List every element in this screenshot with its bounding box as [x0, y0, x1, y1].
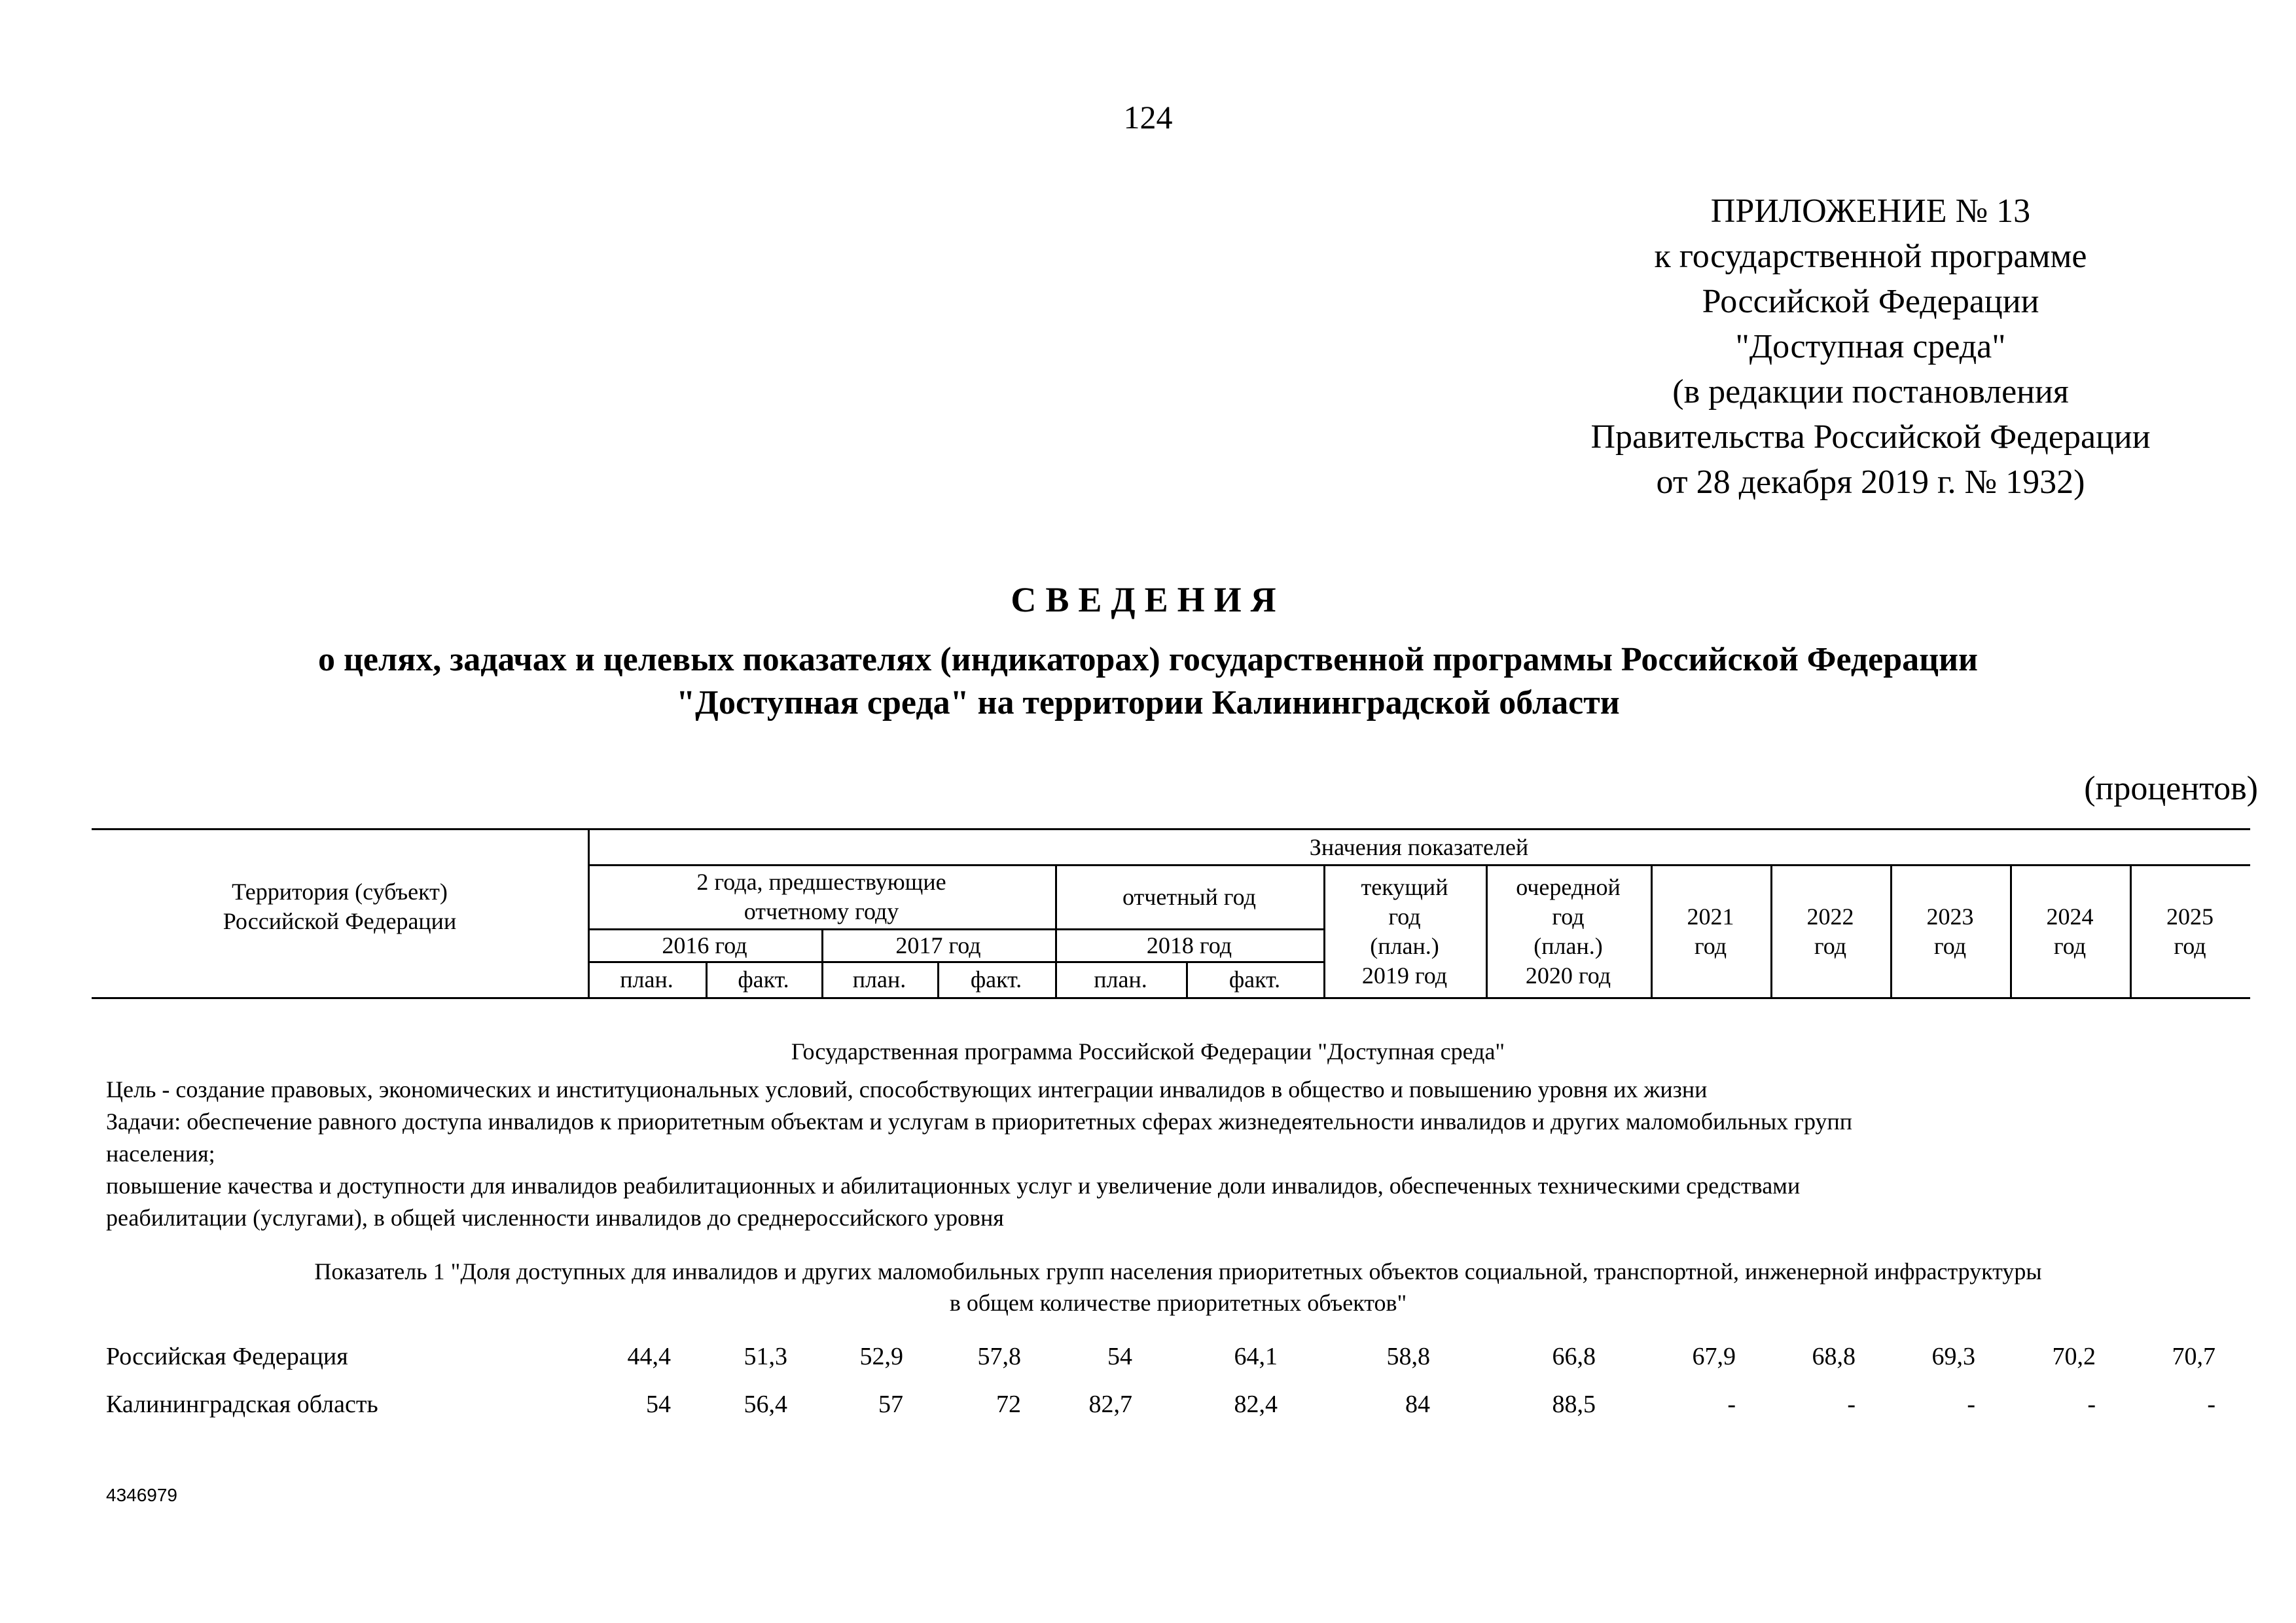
indicator-line: Показатель 1 "Доля доступных для инвалидов и других маломобильных групп населения приоритетных объектов социальной, транспортной, инженерной инфраструктуры	[314, 1258, 2042, 1285]
goal-line: повышение качества и доступности для инвалидов реабилитационных и абилитационных услуг и увеличение доли инвалидов, обеспеченных техническими средствами	[106, 1173, 1801, 1199]
value-cell: 57	[878, 1391, 903, 1418]
value-cell: -	[1727, 1391, 1736, 1418]
next-year-header	[1486, 866, 1651, 997]
value-cell: 72	[996, 1391, 1021, 1418]
next-year-line: (план.)	[1534, 932, 1603, 959]
year-2017-header: 2017 год	[895, 932, 981, 958]
goal-line: Задачи: обеспечение равного доступа инвалидов к приоритетным объектам и услугам в приоритетных сферах жизнедеятельности инвалидов и других маломобильных групп	[106, 1108, 1853, 1135]
value-cell: 67,9	[1692, 1343, 1736, 1370]
territory-header-line: Территория (субъект)	[232, 879, 448, 905]
next-year-line: год	[1552, 903, 1585, 930]
year-2024-header	[2010, 866, 2130, 997]
current-year-line: год	[1388, 903, 1421, 930]
indicator-title	[157, 1256, 2199, 1319]
current-year-header	[1323, 866, 1486, 997]
appendix-block	[1511, 189, 2231, 505]
year-label: год	[1814, 932, 1847, 959]
next-year-line: очередной	[1516, 873, 1621, 900]
region-name: Калининградская область	[106, 1391, 378, 1418]
two-years-header	[588, 866, 1055, 928]
goals-block	[106, 1074, 2240, 1234]
document-title: СВЕДЕНИЯ	[1011, 580, 1285, 619]
table-bottom-rule	[92, 997, 2250, 999]
year-2018-header: 2018 год	[1146, 932, 1232, 958]
value-cell: 66,8	[1552, 1343, 1596, 1370]
year-label: год	[1694, 932, 1727, 959]
current-year-line: (план.)	[1370, 932, 1439, 959]
goal-line: Цель - создание правовых, экономических и институциональных условий, способствующих интеграции инвалидов в общество и повышению уровня их жизни	[106, 1076, 1708, 1103]
appendix-line: к государственной программе	[1654, 238, 2087, 275]
value-cell: 68,8	[1812, 1343, 1856, 1370]
document-id: 4346979	[106, 1485, 178, 1505]
indicator-line: в общем количестве приоритетных объектов"	[949, 1290, 1407, 1316]
current-year-line: текущий	[1361, 873, 1448, 900]
appendix-line: от 28 декабря 2019 г. № 1932)	[1656, 464, 2085, 501]
value-cell: -	[2207, 1391, 2215, 1418]
year-number: 2022	[1806, 903, 1854, 930]
value-cell: 64,1	[1234, 1343, 1278, 1370]
value-cell: 57,8	[977, 1343, 1021, 1370]
year-number: 2024	[2046, 903, 2094, 930]
value-cell: 58,8	[1386, 1343, 1430, 1370]
table-row	[0, 1342, 2296, 1379]
value-cell: 69,3	[1931, 1343, 1975, 1370]
year-2021-header	[1651, 866, 1770, 997]
territory-header	[92, 864, 588, 949]
two-years-line: 2 года, предшествующие	[696, 869, 946, 895]
year-label: год	[2053, 932, 2087, 959]
year-label: год	[1933, 932, 1967, 959]
appendix-line: (в редакции постановления	[1672, 373, 2069, 410]
values-header: Значения показателей	[1309, 833, 1529, 860]
appendix-line: Правительства Российской Федерации	[1590, 418, 2151, 456]
value-cell: 70,2	[2052, 1343, 2096, 1370]
year-2016-header: 2016 год	[662, 932, 747, 958]
program-title: Государственная программа Российской Федерации "Доступная среда"	[791, 1038, 1505, 1065]
current-year-line: 2019 год	[1361, 962, 1448, 989]
value-cell: 56,4	[744, 1391, 787, 1418]
territory-header-line: Российской Федерации	[223, 908, 457, 934]
goal-line: реабилитации (услугами), в общей численности инвалидов до среднероссийского уровня	[106, 1205, 1004, 1231]
subtitle-line: "Доступная среда" на территории Калининградской области	[676, 684, 1620, 721]
table-row	[0, 1390, 2296, 1427]
report-year-header: отчетный год	[1122, 883, 1256, 910]
year-number: 2021	[1687, 903, 1734, 930]
year-number: 2023	[1926, 903, 1974, 930]
next-year-line: 2020 год	[1525, 962, 1611, 989]
appendix-line: "Доступная среда"	[1735, 328, 2006, 365]
value-cell: -	[2087, 1391, 2096, 1418]
year-2022-header	[1770, 866, 1890, 997]
appendix-line: Российской Федерации	[1702, 283, 2039, 320]
fact-header: факт.	[970, 966, 1022, 993]
subtitle-line: о целях, задачах и целевых показателях (индикаторах) государственной программы Российской Федерации	[317, 641, 1979, 678]
appendix-line: ПРИЛОЖЕНИЕ № 13	[1710, 192, 2031, 230]
value-cell: 82,4	[1234, 1391, 1278, 1418]
value-cell: 88,5	[1552, 1391, 1596, 1418]
region-name: Российская Федерация	[106, 1343, 348, 1370]
value-cell: 84	[1405, 1391, 1430, 1418]
value-cell: -	[1967, 1391, 1975, 1418]
page-number: 124	[1123, 99, 1173, 136]
goal-line: населения;	[106, 1140, 215, 1167]
document-subtitle	[0, 638, 2296, 725]
year-2025-header	[2130, 866, 2250, 997]
plan-header: план.	[1094, 966, 1147, 993]
value-cell: 82,7	[1088, 1391, 1132, 1418]
year-2023-header	[1890, 866, 2010, 997]
value-cell: 70,7	[2172, 1343, 2215, 1370]
value-cell: 54	[1107, 1343, 1132, 1370]
value-cell: 52,9	[859, 1343, 903, 1370]
fact-header: факт.	[738, 966, 789, 993]
value-cell: 51,3	[744, 1343, 787, 1370]
value-cell: 44,4	[627, 1343, 671, 1370]
year-number: 2025	[2166, 903, 2214, 930]
value-cell: 54	[646, 1391, 671, 1418]
plan-header: план.	[620, 966, 673, 993]
fact-header: факт.	[1229, 966, 1281, 993]
two-years-line: отчетному году	[744, 898, 899, 924]
plan-header: план.	[852, 966, 906, 993]
unit-label: (процентов)	[2084, 770, 2258, 807]
value-cell: -	[1847, 1391, 1856, 1418]
year-label: год	[2174, 932, 2206, 959]
